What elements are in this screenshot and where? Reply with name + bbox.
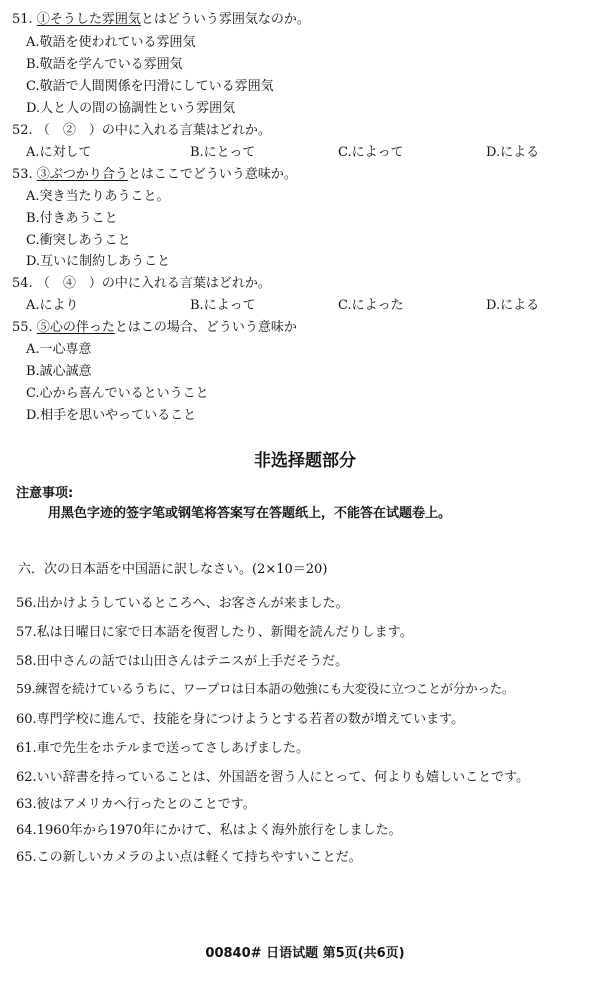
question-text: （ ② ）の中に入れる言葉はどれか。 — [36, 123, 271, 138]
question-text: （ ④ ）の中に入れる言葉はどれか。 — [36, 276, 271, 291]
question-text: とはこの場合、どういう意味か — [114, 320, 297, 335]
option: A.敬語を使われている雰囲気 — [26, 35, 196, 50]
option: C.心から喜んでいるということ — [26, 386, 209, 401]
translation-item: 57.私は日曜日に家で日本語を復習したり、新聞を読んだりします。 — [16, 625, 413, 640]
question-55-stem — [12, 316, 297, 335]
question-52-stem — [12, 119, 271, 138]
question-53-stem — [12, 163, 297, 182]
translation-item: 62.いい辞書を持っていることは、外国語を習う人にとって、何よりも嬉しいことです。 — [16, 770, 530, 785]
option: D.互いに制約しあうこと — [26, 254, 171, 269]
option: C.によって — [338, 145, 404, 160]
question-number: 55. — [12, 320, 33, 335]
translation-item: 61.車で先生をホテルまで送ってさしあげました。 — [16, 741, 310, 756]
question-51-underlined — [37, 12, 141, 27]
underlined-phrase: 心の伴った — [49, 320, 115, 335]
option: A.により — [26, 298, 79, 313]
translation-item: 64.1960年から1970年にかけて、私はよく海外旅行をしました。 — [16, 823, 402, 838]
translation-item: 60.専門学校に進んで、技能を身につけようとする若者の数が増えています。 — [16, 712, 465, 727]
question-text: とはどういう雰囲気なのか。 — [140, 12, 310, 27]
underlined-phrase: ぶつかり合う — [49, 167, 128, 182]
option: A.に対して — [26, 145, 92, 160]
question-number: 51. — [12, 12, 33, 27]
option: A.突き当たりあうこと。 — [26, 189, 170, 204]
option: D.による — [486, 145, 540, 160]
translation-item: 63.彼はアメリカへ行ったとのことです。 — [16, 797, 256, 812]
section-title: 非选择题部分 — [254, 451, 356, 471]
option: A.一心専意 — [26, 342, 92, 357]
question-54-stem — [12, 272, 271, 291]
option: C.衝突しあうこと — [26, 233, 131, 248]
translation-item: 56.出かけようしているところへ、お客さんが来ました。 — [16, 596, 349, 611]
translation-item: 59.練習を続けているうちに、ワープロは日本語の勉強にも大変役に立つことが分かった。 — [16, 681, 515, 696]
translation-item: 58.田中さんの話では山田さんはテニスが上手だそうだ。 — [16, 654, 349, 669]
circled-number: ① — [36, 12, 50, 27]
option: B.によって — [190, 298, 256, 313]
notice-text: 用黑色字迹的签字笔或钢笔将答案写在答题纸上，不能答在试题卷上。 — [48, 506, 452, 521]
section-6-heading: 六．次の日本語を中国語に訳しなさい。(2×10＝20) — [18, 562, 328, 577]
option: D.による — [486, 298, 540, 313]
option: C.敬語で人間関係を円滑にしている雰囲気 — [26, 79, 274, 94]
question-number: 52. — [12, 123, 33, 138]
circled-number: ③ — [36, 167, 50, 182]
notice-label: 注意事项: — [16, 486, 74, 501]
option: D.相手を思いやっていること — [26, 408, 197, 423]
option: B.敬語を学んでいる雰囲気 — [26, 57, 183, 72]
circled-number: ⑤ — [36, 320, 50, 335]
underlined-phrase: そうした雰囲気 — [49, 12, 141, 27]
option: D.人と人の間の協調性という雰囲気 — [26, 101, 236, 116]
question-53-underlined — [37, 167, 128, 182]
question-51-stem — [12, 8, 310, 27]
question-text: とはここでどういう意味か。 — [127, 167, 297, 182]
question-number: 53. — [12, 167, 33, 182]
page-footer: 00840# 日语试题 第5页(共6页) — [205, 946, 405, 961]
option: C.によった — [338, 298, 404, 313]
option: B.誠心誠意 — [26, 364, 92, 379]
question-number: 54. — [12, 276, 33, 291]
option: B.にとって — [190, 145, 256, 160]
option: B.付きあうこと — [26, 211, 118, 226]
translation-item: 65.この新しいカメラのよい点は軽くて持ちやすいことだ。 — [16, 850, 362, 865]
question-55-underlined — [37, 320, 115, 335]
